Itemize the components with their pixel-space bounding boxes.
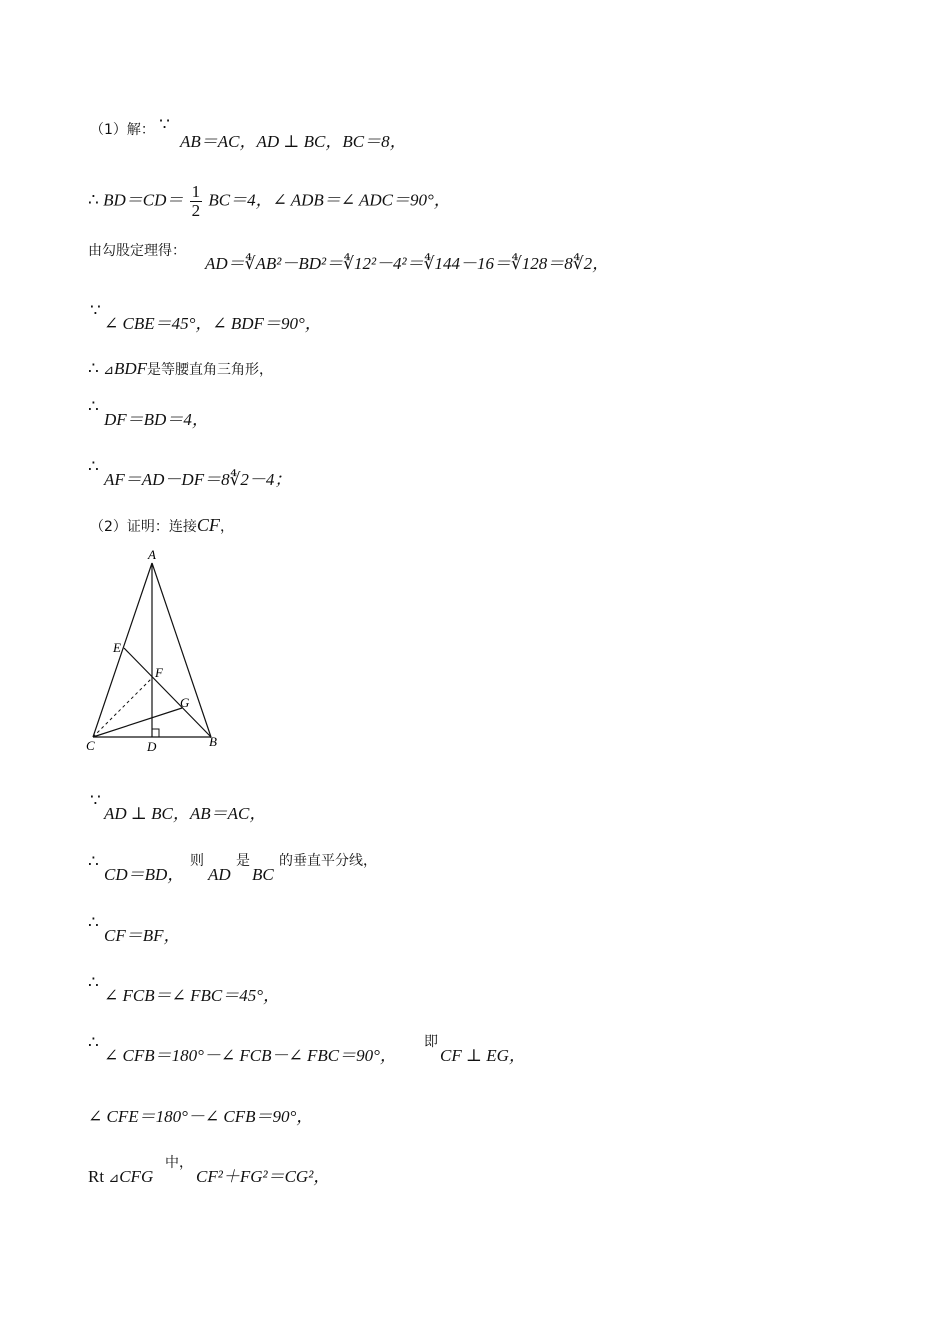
cd-bd-expression: CD＝BD， (104, 865, 185, 884)
because-symbol: ∵ (90, 301, 101, 320)
angle-cfe-expression: ∠ CFE＝180°－∠ CFB＝90°， (88, 1107, 314, 1126)
bisector-text: 的垂直平分线， (279, 853, 377, 869)
segment-cg (93, 708, 182, 737)
cf-variable: CF (196, 515, 220, 535)
part-label: （1）解： (90, 122, 155, 138)
given-expression: AB＝AC，AD ⊥ BC，BC＝8， (180, 132, 407, 151)
therefore-symbol: ∴ (88, 852, 99, 871)
fraction-denominator: 2 (191, 200, 201, 220)
side-ac (93, 563, 152, 737)
therefore-symbol: ∴ (88, 1033, 99, 1052)
dashed-cf (93, 678, 152, 737)
cf-bf-expression: CF＝BF， (104, 926, 181, 945)
rt-label: Rt (88, 1167, 105, 1186)
right-angle-mark (152, 729, 159, 737)
bc-angle-expression: BC＝4，∠ ADB＝∠ ADC＝90°， (208, 190, 451, 210)
label-e: E (113, 640, 121, 655)
part1-line2 (88, 183, 451, 223)
triangle-icon: ⊿ (108, 1170, 120, 1185)
fraction-one-half (190, 183, 203, 220)
part2-line15 (88, 1168, 153, 1185)
label-c: C (86, 738, 95, 753)
fraction-numerator: 1 (191, 182, 201, 201)
side-ab (152, 563, 211, 737)
label-d: D (147, 739, 157, 754)
triangle-icon: ⊿ (103, 362, 114, 377)
perpendicular-given: AD ⊥ BC，AB＝AC， (104, 804, 267, 823)
label-f: F (155, 665, 163, 680)
then-text: 则 (190, 853, 204, 869)
namely-text: 即 (424, 1034, 438, 1050)
pythagoras-label: 由勾股定理得： (88, 243, 186, 259)
in-text: 中， (165, 1155, 193, 1171)
therefore-symbol: ∴ (88, 397, 99, 416)
therefore-symbol: ∴ (88, 190, 99, 210)
triangle-cfg: CFG (119, 1167, 154, 1186)
label-g: G (180, 695, 190, 710)
isosceles-text: 是等腰直角三角形， (147, 362, 274, 378)
df-expression: DF＝BD＝4， (104, 410, 209, 429)
is-text: 是 (236, 853, 250, 869)
therefore-symbol: ∴ (88, 913, 99, 932)
angle-expression: ∠ CBE＝45°，∠ BDF＝90°， (104, 314, 322, 333)
because-symbol: ∵ (90, 791, 101, 810)
proof-label: （2）证明：连接 (90, 519, 197, 535)
therefore-symbol: ∴ (88, 359, 99, 378)
pythagoras-cfg: CF²＋FG²＝CG²， (196, 1167, 331, 1186)
ad-computation: AD＝∜AB²－BD²＝∜12²－4²＝∜144－16＝∜128＝8∜2， (205, 254, 610, 273)
bc-variable: BC (252, 865, 274, 884)
triangle-figure (80, 545, 230, 760)
part1-line1 (90, 115, 170, 138)
part1-line5 (88, 360, 273, 377)
punctuation: ， (219, 519, 234, 535)
cf-perpendicular-eg: CF ⊥ EG， (440, 1046, 526, 1065)
angle-cfb-expression: ∠ CFB＝180°－∠ FCB－∠ FBC＝90°， (104, 1046, 397, 1065)
label-a: A (148, 547, 156, 562)
af-result: AF＝AD－DF＝8∜2－4； (104, 470, 292, 489)
angle-fcb-expression: ∠ FCB＝∠ FBC＝45°， (104, 986, 281, 1005)
because-symbol: ∵ (159, 115, 170, 134)
ad-variable: AD (208, 865, 231, 884)
label-b: B (209, 734, 217, 749)
triangle-name: BDF (113, 359, 148, 378)
bd-cd-expression: BD＝CD＝ (103, 190, 184, 210)
therefore-symbol: ∴ (88, 457, 99, 476)
therefore-symbol: ∴ (88, 973, 99, 992)
part2-line8 (90, 516, 234, 534)
